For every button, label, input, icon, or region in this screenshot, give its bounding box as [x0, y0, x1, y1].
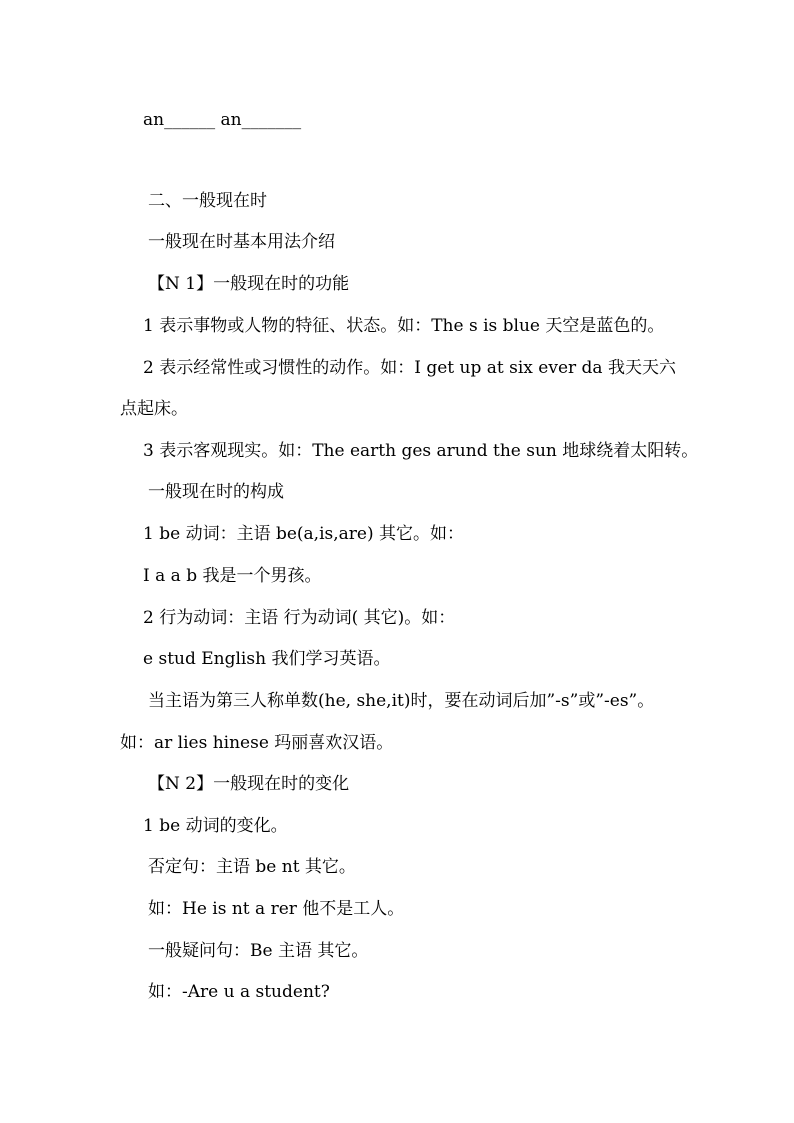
example-sentence: I a a b 我是一个男孩。 — [143, 566, 322, 586]
note-heading-n2: 【N 2】一般现在时的变化 — [148, 774, 350, 794]
usage-item-1: 1 表示事物或人物的特征、状态。如：The s is blue 天空是蓝色的。 — [143, 316, 665, 336]
usage-item-3: 3 表示客观现实。如：The earth ges arund the sun 地球绕着太阳转。 — [143, 441, 699, 461]
structure-item-1: 1 be 动词：主语 be(a,is,are) 其它。如： — [143, 524, 465, 544]
note-heading-n1: 【N 1】一般现在时的功能 — [148, 274, 350, 294]
negative-form: 否定句：主语 be nt 其它。 — [148, 857, 356, 877]
example-sentence: e stud English 我们学习英语。 — [143, 649, 391, 669]
example-sentence: 如：-Are u a student? — [148, 982, 330, 1002]
subsection-heading-structure: 一般现在时的构成 — [148, 482, 284, 502]
variation-item-1: 1 be 动词的变化。 — [143, 816, 288, 836]
example-sentence: 如：He is nt a rer 他不是工人。 — [148, 899, 405, 919]
usage-item-2-continued: 点起床。 — [120, 399, 188, 419]
third-person-rule: 当主语为第三人称单数(he, she,it)时，要在动词后加”-s”或”-es”。 — [148, 691, 655, 711]
question-form: 一般疑问句：Be 主语 其它。 — [148, 941, 369, 961]
section-heading: 二、一般现在时 — [148, 191, 267, 211]
example-sentence: 如：ar lies hinese 玛丽喜欢汉语。 — [120, 733, 394, 753]
structure-item-2: 2 行为动词：主语 行为动词( 其它)。如： — [143, 608, 456, 628]
fill-in-blank-line: an______ an_______ — [143, 110, 302, 130]
subsection-heading: 一般现在时基本用法介绍 — [148, 232, 335, 252]
usage-item-2: 2 表示经常性或习惯性的动作。如：I get up at six ever da 我天天六 — [143, 358, 676, 378]
